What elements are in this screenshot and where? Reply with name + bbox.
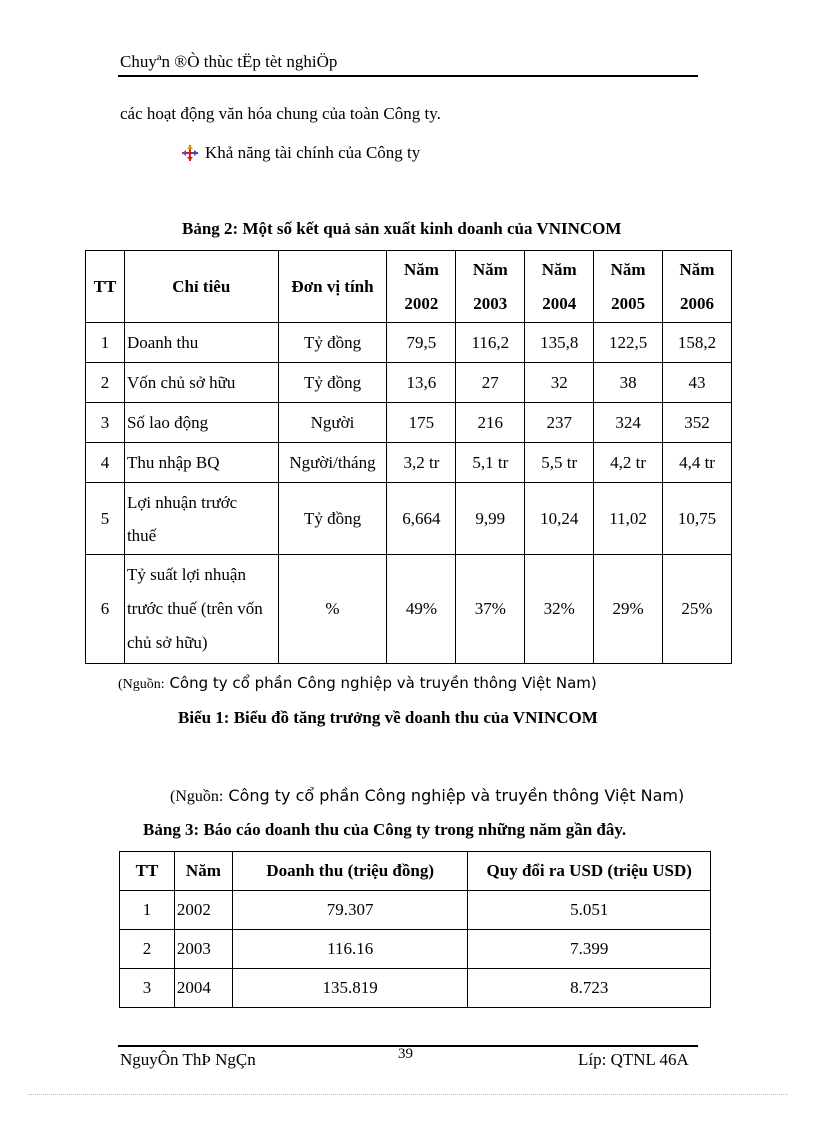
header-year-2005: Năm 2005 [594,251,663,323]
table-row: 6 Tỷ suất lợi nhuận trước thuế (trên vốn chủ sở hữu) % 49% 37% 32% 29% 25% [86,555,732,664]
header-year-2002: Năm 2002 [387,251,456,323]
table-row: 3 Số lao động Người 175 216 237 324 352 [86,403,732,443]
table-row: 1 2002 79.307 5.051 [120,891,711,930]
table-row: 3 2004 135.819 8.723 [120,969,711,1008]
footer-class: Líp: QTNL 46A [578,1050,689,1069]
header-indicator: Chỉ tiêu [124,251,278,323]
header-tt: TT [86,251,125,323]
body-paragraph: các hoạt động văn hóa chung của toàn Công ty. [120,104,441,123]
table2 [85,250,732,664]
table3 [119,851,711,1008]
page-number: 39 [398,1046,413,1062]
arrows-bullet-icon [182,145,198,161]
table3-header-row: TT Năm Doanh thu (triệu đồng) Quy đổi ra USD (triệu USD) [120,852,711,891]
table2-source: (Nguồn: Công ty cổ phần Công nghiệp và truyền thông Việt Nam) [118,674,597,692]
chart1-source: (Nguồn: Công ty cổ phần Công nghiệp và truyền thông Việt Nam) [170,786,685,805]
table-row: 4 Thu nhập BQ Người/tháng 3,2 tr 5,1 tr 5,5 tr 4,2 tr 4,4 tr [86,443,732,483]
bullet-text: Khả năng tài chính của Công ty [205,143,421,162]
table-row: 2 2003 116.16 7.399 [120,930,711,969]
bullet-item [182,143,420,163]
header-year-2003: Năm 2003 [456,251,525,323]
header-rule [118,75,698,77]
header-unit: Đơn vị tính [278,251,387,323]
table2-caption: Bảng 2: Một số kết quả sản xuất kinh doanh của VNINCOM [182,219,622,238]
footer-author: NguyÔn ThÞ NgÇn [120,1050,256,1069]
table3-caption: Bảng 3: Báo cáo doanh thu của Công ty trong những năm gần đây. [143,820,627,839]
table-row: 1 Doanh thu Tỷ đồng 79,5 116,2 135,8 122,5 158,2 [86,323,732,363]
table-row: 2 Vốn chủ sở hữu Tỷ đồng 13,6 27 32 38 43 [86,363,732,403]
table2-header-row [86,251,732,323]
header-year-2004: Năm 2004 [525,251,594,323]
chart1-caption: Biểu 1: Biểu đồ tăng trưởng về doanh thu của VNINCOM [178,708,598,727]
table-row: 5 Lợi nhuận trước thuế Tỷ đồng 6,664 9,99 10,24 11,02 10,75 [86,483,732,555]
page-edge-divider [28,1094,788,1095]
running-header: Chuyªn ®Ò thùc tËp tèt nghiÖp [120,52,338,71]
header-year-2006: Năm 2006 [663,251,732,323]
